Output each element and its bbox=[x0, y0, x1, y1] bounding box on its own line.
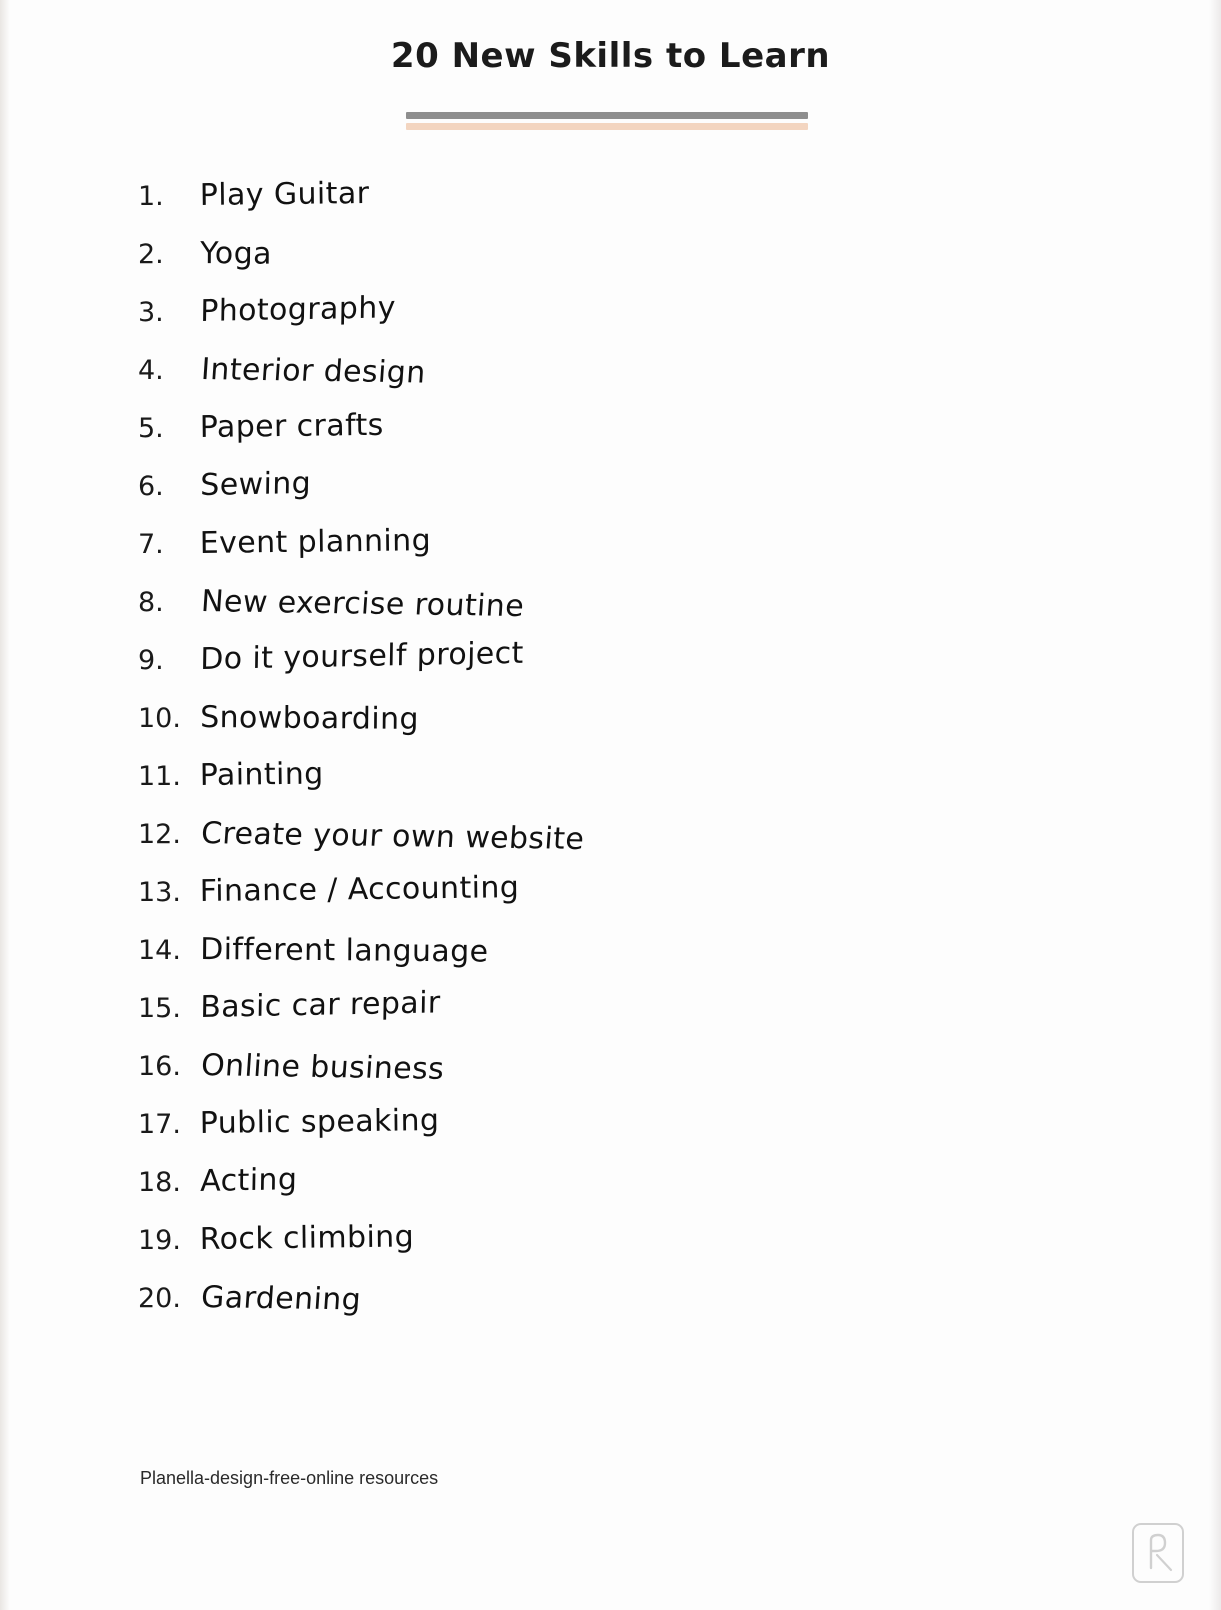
list-item bbox=[138, 352, 898, 410]
list-item-label: Acting bbox=[200, 1162, 298, 1199]
list-item bbox=[138, 175, 898, 236]
list-item-label: Rock climbing bbox=[199, 1219, 415, 1257]
list-item-number: 12. bbox=[138, 819, 181, 850]
list-item-number: 4. bbox=[138, 355, 164, 386]
footer-credit: Planella-design-free-online resources bbox=[140, 1468, 439, 1488]
list-item-number: 14. bbox=[138, 935, 181, 966]
list-item-label: New exercise routine bbox=[200, 584, 526, 625]
list-item-number: 18. bbox=[138, 1167, 181, 1198]
planella-logo-icon bbox=[1131, 1522, 1185, 1584]
list-item bbox=[138, 870, 898, 932]
list-item-number: 10. bbox=[138, 703, 181, 734]
list-item-number: 11. bbox=[138, 761, 181, 792]
list-item-label: Photography bbox=[200, 290, 397, 329]
list-item bbox=[138, 985, 898, 1048]
skills-list bbox=[138, 175, 898, 1338]
list-item bbox=[138, 290, 898, 352]
list-item-label: Finance / Accounting bbox=[199, 870, 520, 909]
list-item-label: Gardening bbox=[200, 1280, 363, 1318]
list-item-number: 7. bbox=[138, 529, 164, 560]
list-item-label: Snowboarding bbox=[200, 700, 420, 737]
list-item-number: 5. bbox=[138, 413, 164, 444]
list-item bbox=[138, 236, 898, 294]
page-title: 20 New Skills to Learn bbox=[390, 36, 831, 76]
list-item-label: Paper crafts bbox=[199, 407, 384, 445]
list-item-number: 13. bbox=[138, 877, 181, 908]
list-item-label: Event planning bbox=[199, 523, 432, 561]
list-item-label: Basic car repair bbox=[200, 985, 441, 1025]
list-item-label: Different language bbox=[200, 932, 489, 970]
list-item-number: 8. bbox=[138, 587, 164, 618]
list-item-number: 16. bbox=[138, 1051, 181, 1082]
divider-line-gray bbox=[406, 112, 808, 119]
list-item bbox=[138, 465, 898, 526]
list-item bbox=[138, 1219, 898, 1280]
list-item bbox=[138, 700, 898, 758]
list-item-number: 6. bbox=[138, 471, 164, 502]
list-item-label: Sewing bbox=[200, 465, 312, 503]
list-item-number: 3. bbox=[138, 297, 164, 328]
list-item-label: Create your own website bbox=[200, 816, 586, 858]
list-item bbox=[138, 1103, 898, 1164]
list-item-number: 17. bbox=[138, 1109, 181, 1140]
list-item bbox=[138, 1280, 898, 1338]
list-item-label: Online business bbox=[200, 1048, 446, 1087]
list-item bbox=[138, 584, 898, 642]
list-item-label: Interior design bbox=[200, 352, 427, 391]
list-item-label: Yoga bbox=[200, 236, 273, 272]
list-item-number: 20. bbox=[138, 1283, 181, 1314]
list-item bbox=[138, 1164, 898, 1222]
list-item-label: Painting bbox=[199, 756, 324, 793]
list-item bbox=[138, 407, 898, 468]
list-item bbox=[138, 523, 898, 584]
list-item-number: 9. bbox=[138, 645, 164, 676]
divider-line-peach bbox=[406, 123, 808, 130]
list-item-number: 19. bbox=[138, 1225, 181, 1256]
list-item-label: Do it yourself project bbox=[200, 635, 525, 677]
list-item bbox=[138, 816, 898, 874]
title-divider bbox=[406, 112, 808, 130]
list-item-number: 2. bbox=[138, 239, 164, 270]
list-item bbox=[138, 758, 898, 816]
list-item-number: 1. bbox=[138, 181, 164, 212]
list-item-label: Play Guitar bbox=[199, 175, 370, 213]
list-item bbox=[138, 635, 898, 700]
list-item bbox=[138, 932, 898, 990]
list-item-label: Public speaking bbox=[199, 1103, 440, 1141]
list-item-number: 15. bbox=[138, 993, 181, 1024]
list-item bbox=[138, 1048, 898, 1106]
